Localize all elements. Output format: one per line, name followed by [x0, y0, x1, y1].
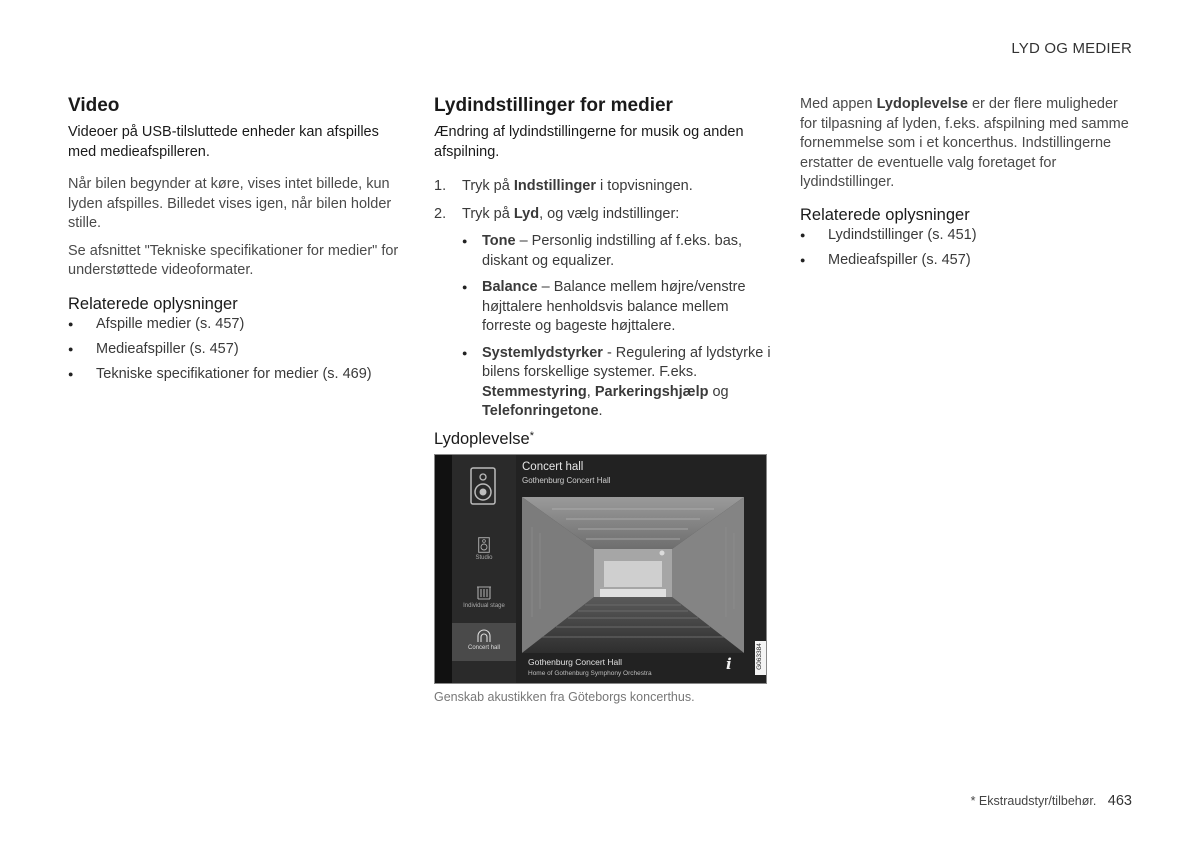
sound-settings-intro: Ændring af lydindstillingerne for musik og anden afspilning. [434, 124, 744, 160]
figure-caption: Genskab akustikken fra Göteborgs koncerthus. [434, 690, 695, 704]
sound-experience-text: Med appen Lydoplevelse er der flere muligheder for tilpasning af lyden, f.eks. afspilning med samme fornemmelse som i et koncerthus. Indstillingerne erstatter de eventuelle valg foretaget for lydindstillinger. [800, 96, 1129, 190]
screen-title: Concert hall [522, 461, 584, 473]
concert-hall-photo [522, 497, 744, 653]
step-2: 2. Tryk på Lyd, og vælg indstillinger: ● Tone – Personlig indstilling af f.eks. bas, diskant og equalizer. ● Balance – Balance mellem højre/venstre højttalere henholdsvis balance mellem forreste og bageste højttalere. ● Systemlydstyrker - Regulering af lydstyrke i bilens forskellige systemer. F.eks. Stemmestyring, Parkeringshjælp og Telefonringetone. [434, 205, 772, 422]
option-marker: * [529, 429, 534, 442]
related-link-tekniske-specifikationer[interactable]: ● Tekniske specifikationer for medier (s. 469) [68, 365, 403, 385]
sound-settings-section [434, 95, 772, 449]
related-link-medieafspiller-2[interactable]: ● Medieafspiller (s. 457) [800, 251, 1135, 271]
video-heading: Video [68, 95, 120, 116]
related-link-lydindstillinger[interactable]: ● Lydindstillinger (s. 451) [800, 226, 1135, 246]
sidebar-item-concert-hall[interactable]: Concert hall [452, 623, 516, 661]
sound-experience-section [800, 95, 1135, 276]
right-related-heading: Relaterede oplysninger [800, 205, 970, 224]
screen-subtitle: Gothenburg Concert Hall [522, 476, 611, 485]
sound-experience-heading: Lydoplevelse* [434, 429, 534, 448]
sound-steps [434, 177, 772, 422]
option-system-volumes: ● Systemlydstyrker - Regulering af lydstyrke i bilens forskellige systemer. F.eks. Stemmestyring, Parkeringshjælp og Telefonringetone. [462, 344, 772, 422]
concert-hall-icon [476, 629, 492, 643]
video-driving-note: Når bilen begynder at køre, vises intet billede, kun lyden afspilles. Billedet vises igen, når bilen holder stille. [68, 176, 392, 231]
video-intro: Videoer på USB-tilsluttede enheder kan afspilles med medieafspilleren. [68, 124, 379, 160]
info-icon[interactable]: i [726, 655, 732, 673]
screen-left-edge [435, 455, 452, 683]
page-number: 463 [1107, 793, 1132, 809]
video-formats-note: Se afsnittet "Tekniske specifikationer for medier" for understøttede videoformater. [68, 242, 399, 278]
chapter-title: LYD OG MEDIER [1011, 40, 1132, 57]
video-related-heading: Relaterede oplysninger [68, 294, 238, 313]
image-code-label: G063384 [755, 641, 766, 675]
option-tone: ● Tone – Personlig indstilling af f.eks. bas, diskant og equalizer. [462, 232, 772, 271]
sound-options [462, 232, 772, 422]
screen-bottom-title: Gothenburg Concert Hall [528, 657, 623, 667]
screen-sidebar [452, 455, 516, 683]
video-related-list [68, 315, 403, 385]
studio-speaker-icon [478, 537, 490, 553]
sound-experience-key: Lydoplevelse [876, 96, 968, 112]
screen-main [516, 455, 766, 683]
option-balance: ● Balance – Balance mellem højre/venstre højttalere henholdsvis balance mellem forreste og bageste højttalere. [462, 278, 772, 337]
speaker-icon [470, 467, 496, 505]
sound-settings-heading: Lydindstillinger for medier [434, 95, 673, 116]
step-1: 1. Tryk på Indstillinger i topvisningen. [434, 178, 693, 194]
screen-bottom-subtitle: Home of Gothenburg Symphony Orchestra [528, 670, 652, 677]
sidebar-item-studio[interactable]: Studio [452, 533, 516, 573]
related-link-medieafspiller[interactable]: ● Medieafspiller (s. 457) [68, 340, 403, 360]
right-related-list [800, 226, 1135, 271]
stage-icon [476, 585, 492, 601]
video-section [68, 95, 403, 390]
related-link-afspille-medier[interactable]: ● Afspille medier (s. 457) [68, 315, 403, 335]
sound-experience-screenshot [434, 454, 767, 684]
footer-note: * Ekstraudstyr/tilbehør. 463 [970, 793, 1132, 809]
sound-key: Lyd [513, 205, 540, 222]
settings-key: Indstillinger [513, 178, 597, 194]
sidebar-item-individual-stage[interactable]: Individual stage [452, 581, 516, 621]
